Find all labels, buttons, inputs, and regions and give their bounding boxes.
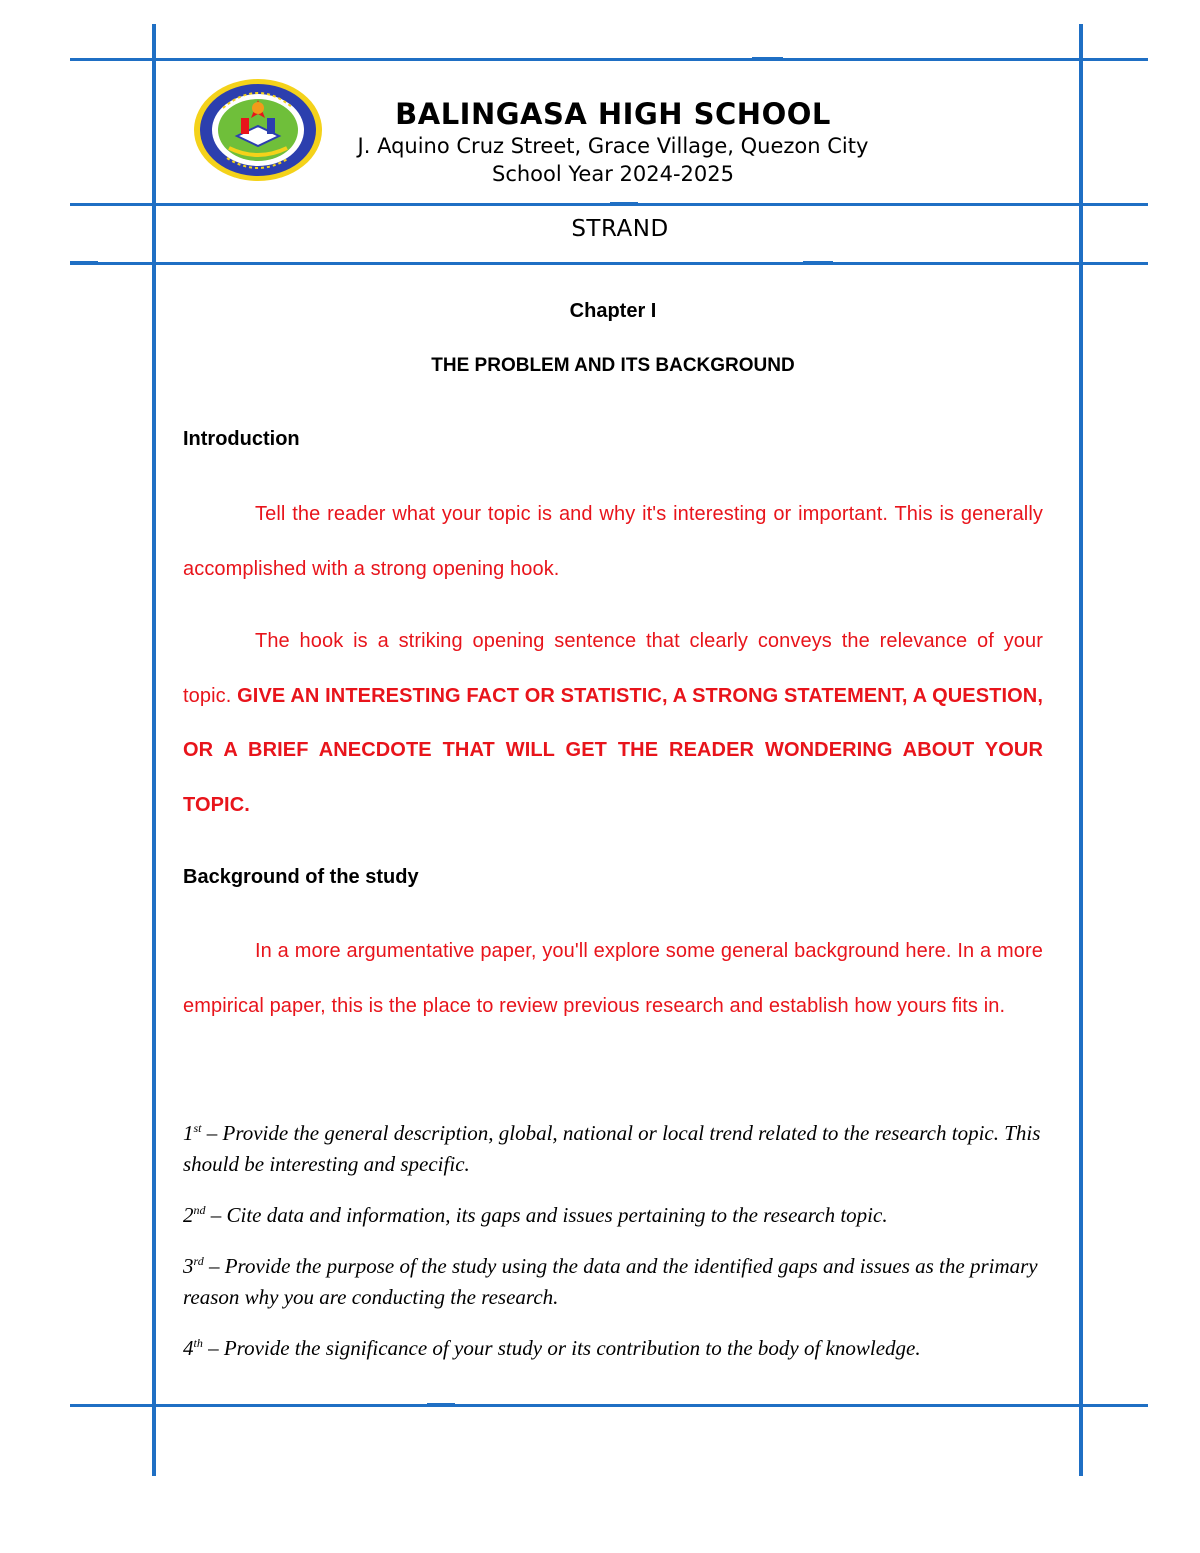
frame-line-left [152, 24, 156, 1476]
frame-tick [803, 261, 833, 264]
school-name: BALINGASA HIGH SCHOOL [395, 97, 831, 131]
chapter-number: Chapter I [569, 300, 657, 322]
frame-tick [427, 1403, 455, 1406]
strand-label: STRAND [571, 216, 669, 242]
hook-text: The hook is a striking opening sentence that clearly conveys the relevance of your topic. [183, 630, 1043, 707]
introduction-paragraph-2 [183, 614, 1043, 832]
frame-line-top [70, 58, 1148, 61]
school-seal-logo-icon [193, 78, 323, 182]
background-guide-item: 1st – Provide the general description, global, national or local trend related to the research topic. This should be interesting and specific. [183, 1121, 1041, 1176]
frame-tick [752, 57, 783, 60]
background-guide-item: 2nd – Cite data and information, its gaps and issues pertaining to the research topic. [183, 1203, 888, 1227]
frame-line-strand-bottom [70, 262, 1148, 265]
school-address: J. Aquino Cruz Street, Grace Village, Quezon City [357, 134, 869, 158]
chapter-title: THE PROBLEM AND ITS BACKGROUND [431, 355, 795, 376]
background-guide-item: 3rd – Provide the purpose of the study using the data and the identified gaps and issues as the primary reason why you are conducting the research. [183, 1254, 1038, 1309]
hook-emphasis-text: GIVE AN INTERESTING FACT OR STATISTIC, A STRONG STATEMENT, A QUESTION, OR A BRIEF ANECDOTE THAT WILL GET THE READER WONDERING ABOUT YOUR TOPIC. [183, 684, 1044, 816]
frame-tick [610, 202, 638, 205]
frame-tick [70, 261, 98, 264]
introduction-heading: Introduction [183, 428, 300, 450]
frame-line-header-bottom [70, 203, 1148, 206]
frame-line-bottom [70, 1404, 1148, 1407]
background-heading: Background of the study [183, 866, 419, 888]
introduction-paragraph-1: Tell the reader what your topic is and why it's interesting or important. This is generally accomplished with a strong opening hook. [183, 503, 1043, 580]
background-guide-item: 4th – Provide the significance of your study or its contribution to the body of knowledge. [183, 1336, 921, 1360]
school-year: School Year 2024-2025 [492, 162, 734, 186]
background-paragraph: In a more argumentative paper, you'll explore some general background here. In a more empirical paper, this is the place to review previous research and establish how yours fits in. [183, 940, 1043, 1017]
